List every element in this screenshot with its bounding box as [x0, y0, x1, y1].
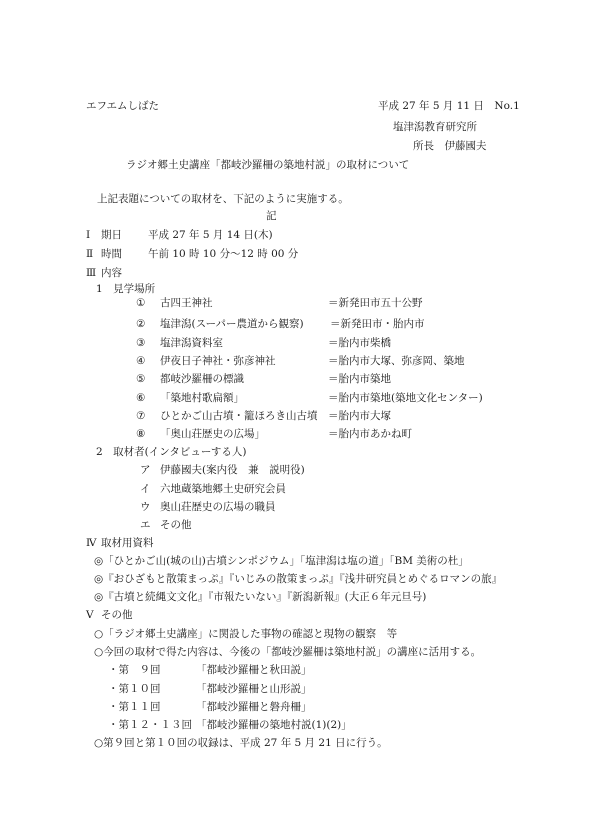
lecture-number: ・第１１回 — [108, 701, 161, 713]
lecture-number: ・第１２・１３回 — [108, 719, 192, 731]
place-location: ＝胎内市築地 — [328, 373, 391, 385]
material-item: ◎『おひざもと散策まっぷ』『いじみの散策まっぷ』『浅井研究員とめぐるロマンの旅』 — [94, 573, 503, 585]
recording-note: ○第９回と第１０回の収録は、平成 27 年 5 月 21 日に行う。 — [94, 737, 388, 749]
interviewee-mark: イ — [140, 483, 151, 495]
sec1-num: Ⅰ — [86, 229, 91, 241]
material-item: ◎「ひとかご山(城の山)古墳シンポジウム」「塩津潟は塩の道」「BM 美術の杜」 — [94, 555, 469, 567]
place-mark: ② — [136, 318, 146, 330]
other-note: ○今回の取材で得た内容は、今後の「都岐沙羅柵は築地村説」の講座に活用する。 — [94, 646, 482, 658]
lecture-title: 「都岐沙羅柵の築地村説(1)(2)」 — [196, 719, 352, 731]
document-title: ラジオ郷土史講座「都岐沙羅柵の築地村説」の取材について — [126, 159, 410, 171]
sec2-label: 時間 — [101, 248, 122, 260]
place-mark: ① — [136, 297, 146, 309]
sec5-num: Ⅴ — [86, 609, 94, 621]
place-location: ＝新発田市五十公野 — [328, 297, 423, 309]
sec4-num: Ⅳ — [86, 537, 97, 549]
other-note: ○「ラジオ郷土史講座」に関設した事物の確認と現物の観察 等 — [94, 628, 398, 640]
place-location: ＝胎内市あかね町 — [328, 428, 412, 440]
lecture-number: ・第 ９回 — [108, 664, 161, 676]
interviewee-mark: エ — [140, 519, 151, 531]
place-location: ＝胎内市築地(築地文化センター) — [328, 392, 483, 404]
place-name: 古四王神社 — [160, 297, 213, 309]
sec3-num: Ⅲ — [86, 267, 97, 279]
intro-text: 上記表題についての取材を、下記のように実施する。 — [97, 193, 349, 205]
place-location: ＝胎内市柴橋 — [328, 337, 391, 349]
place-mark: ④ — [136, 355, 146, 367]
interviewee-name: 六地蔵築地郷土史研究会員 — [160, 483, 286, 495]
lecture-title: 「都岐沙羅柵と秋田説」 — [196, 664, 312, 676]
interviewee-name: その他 — [160, 519, 192, 531]
lecture-title: 「都岐沙羅柵と山形説」 — [196, 683, 312, 695]
interviewee-mark: ウ — [140, 501, 151, 513]
place-name: 「築地村歌扁額」 — [160, 392, 244, 404]
interviewee-name: 伊藤國夫(案内役 兼 説明役) — [160, 464, 305, 476]
sec1-value: 平成 27 年 5 月 14 日(木) — [148, 229, 273, 241]
place-name: 「奥山荘歴史の広場」 — [160, 428, 265, 440]
place-name: ひとかご山古墳・籠ほろき山古墳 — [160, 410, 318, 422]
lecture-number: ・第１０回 — [108, 683, 161, 695]
place-location: ＝胎内市大塚 — [328, 410, 391, 422]
sec1-label: 期日 — [101, 229, 122, 241]
material-item: ◎『古墳と続縄文文化』『市報たいない』『新潟新報』(大正６年元旦号) — [94, 591, 427, 603]
sec3-sub2: 2 取材者(インタビューする人) — [96, 446, 247, 458]
director: 所長 伊藤國夫 — [413, 140, 487, 152]
place-mark: ⑥ — [136, 392, 146, 404]
sec3-sub1: 1 見学場所 — [96, 283, 156, 295]
sec3-label: 内容 — [101, 267, 122, 279]
place-mark: ⑦ — [136, 410, 146, 422]
place-name: 塩津潟資料室 — [160, 337, 223, 349]
organization: 塩津潟教育研究所 — [393, 121, 477, 133]
place-name: 塩津潟(スーパー農道から観察) — [160, 318, 304, 330]
place-location: ＝胎内市大塚、弥彦岡、築地 — [328, 355, 465, 367]
place-name: 都岐沙羅柵の標識 — [160, 373, 244, 385]
recipient: エフエムしばた — [86, 100, 159, 112]
sec2-value: 午前 10 時 10 分～12 時 00 分 — [148, 248, 299, 260]
place-location: ＝新発田市・胎内市 — [330, 318, 425, 330]
sec4-label: 取材用資料 — [101, 537, 154, 549]
place-name: 伊夜日子神社・弥彦神社 — [160, 355, 276, 367]
interviewee-name: 奥山荘歴史の広場の職員 — [160, 501, 276, 513]
interviewee-mark: ア — [140, 464, 151, 476]
sec5-label: その他 — [101, 609, 133, 621]
place-mark: ③ — [136, 337, 146, 349]
ki-mark: 記 — [266, 210, 277, 222]
lecture-title: 「都岐沙羅柵と磐舟柵」 — [196, 701, 312, 713]
place-mark: ⑤ — [136, 373, 146, 385]
sec2-num: Ⅱ — [86, 248, 94, 260]
date-and-number: 平成 27 年 5 月 11 日 No.1 — [378, 100, 520, 112]
place-mark: ⑧ — [136, 428, 146, 440]
